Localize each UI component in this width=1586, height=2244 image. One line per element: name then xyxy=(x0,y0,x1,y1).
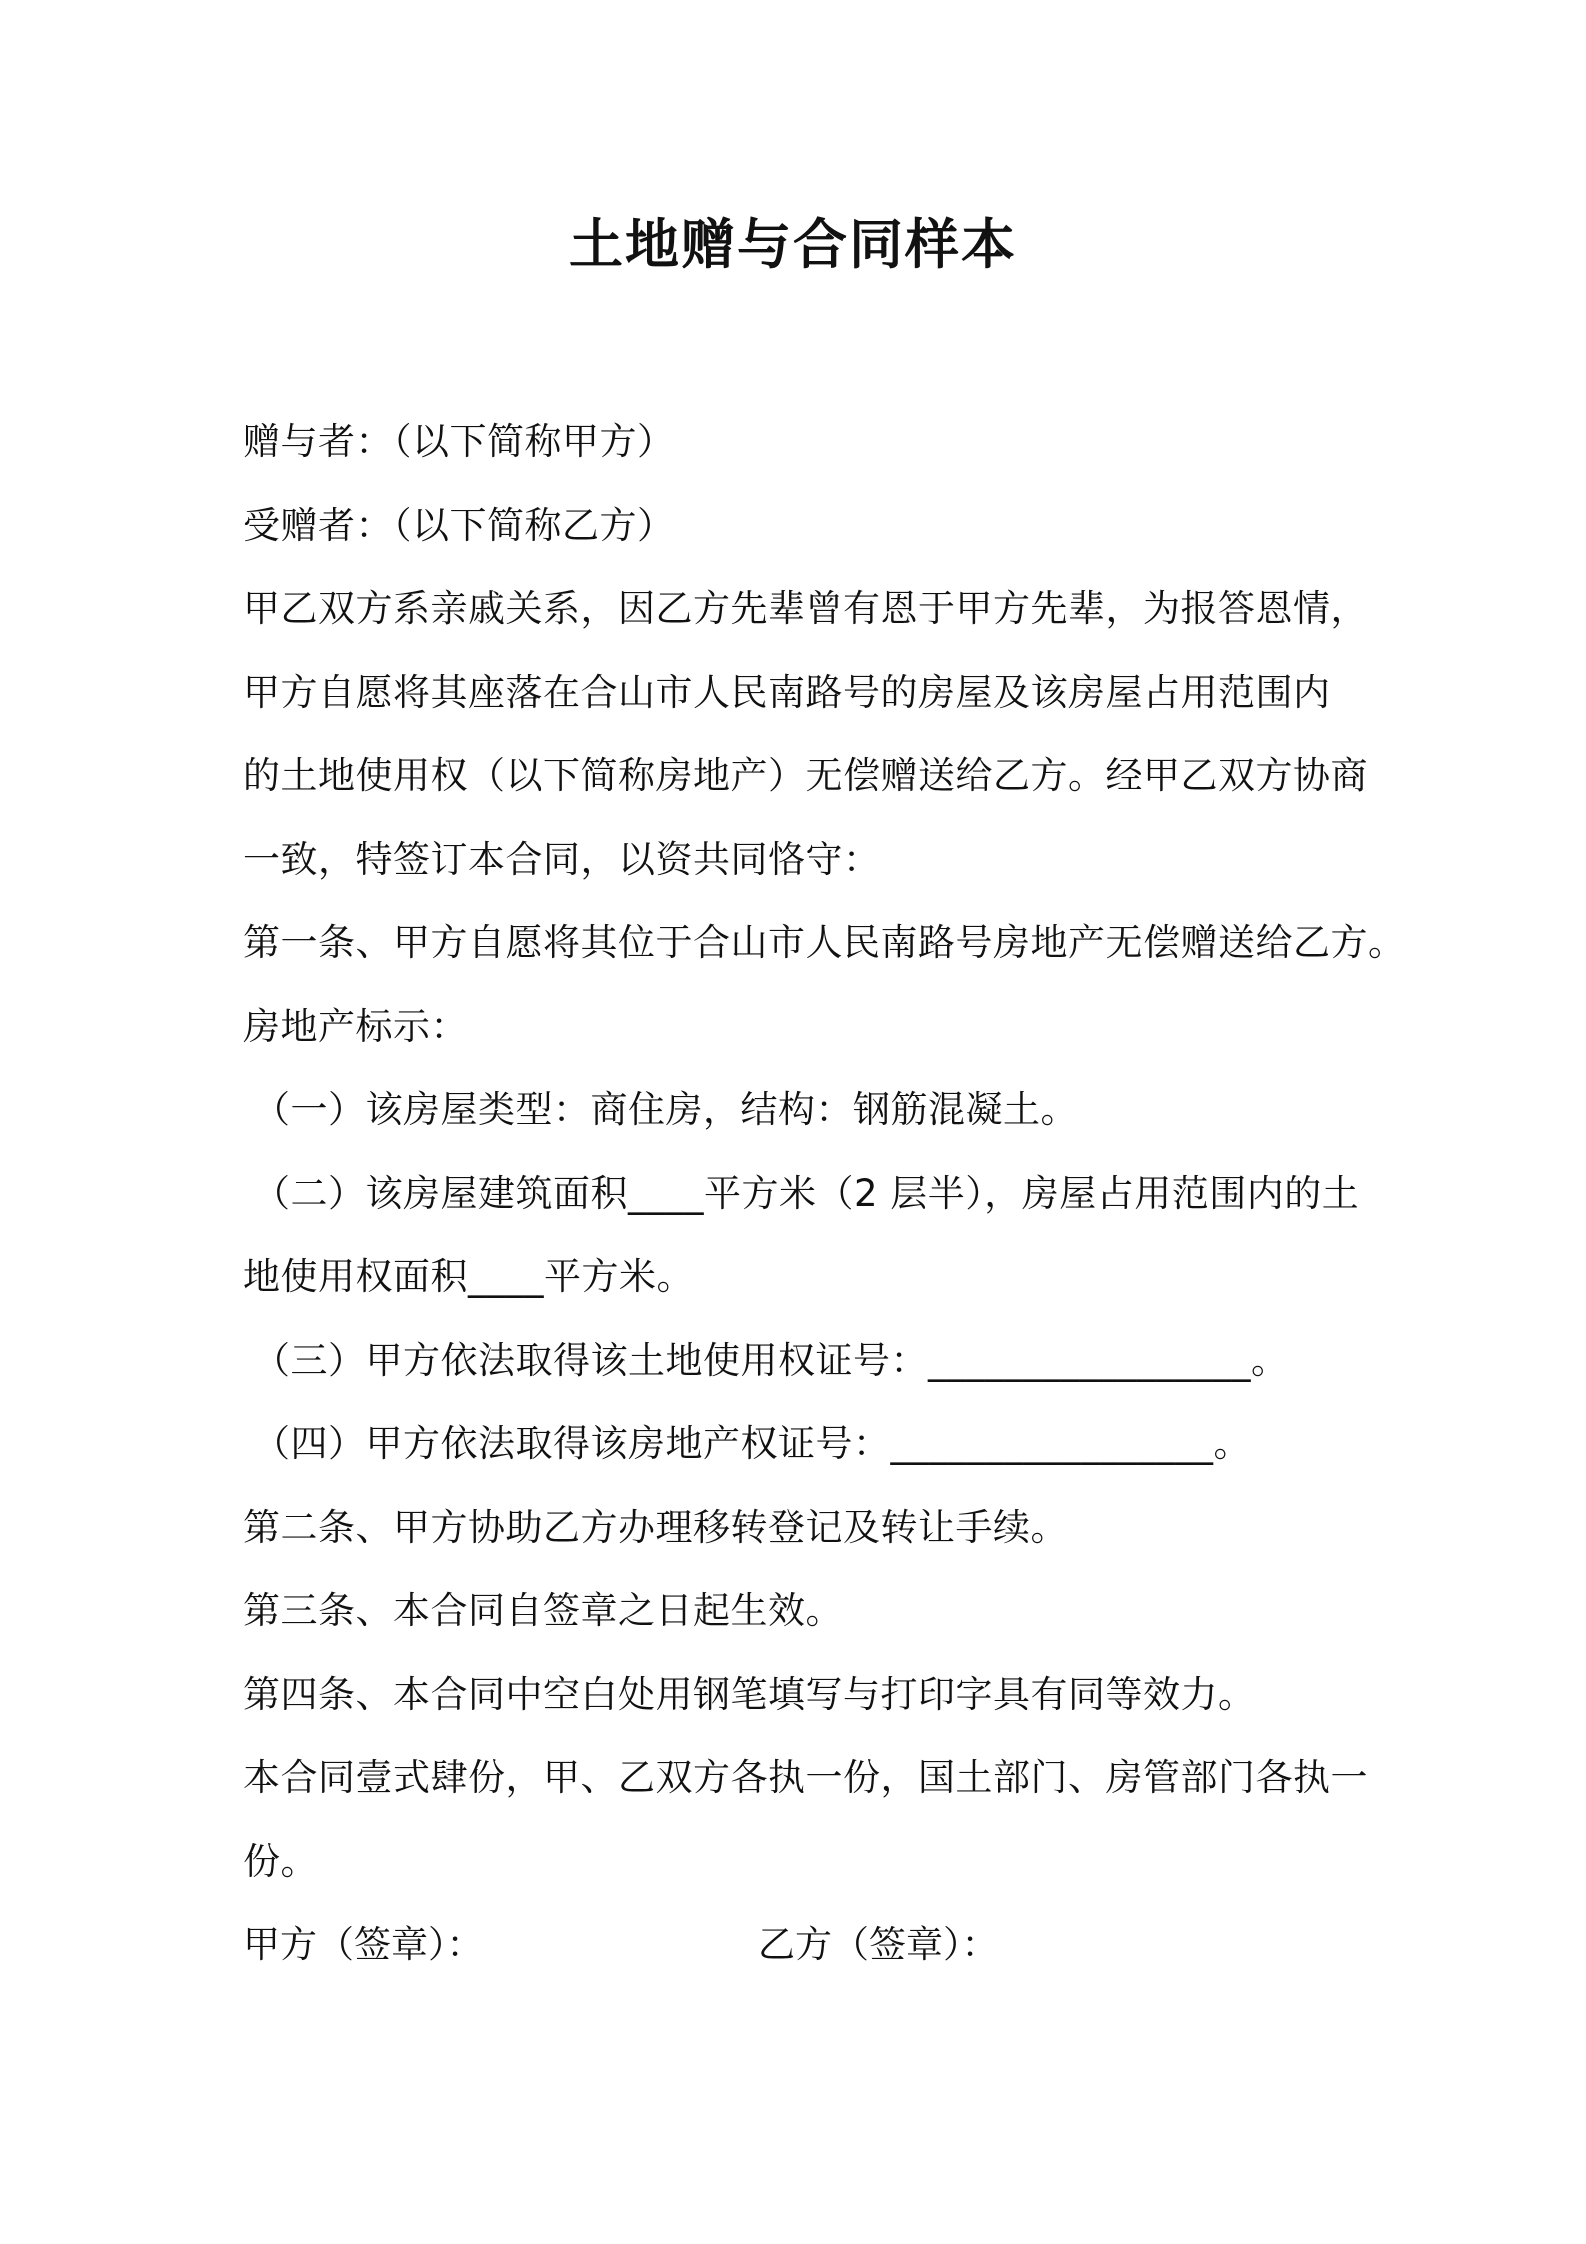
article-3: 第三条、本合同自签章之日起生效。 xyxy=(243,1589,843,1632)
preamble-line-1: 甲乙双方系亲戚关系，因乙方先辈曾有恩于甲方先辈，为报答恩情， xyxy=(243,587,1368,630)
copies-line-1: 本合同壹式肆份，甲、乙双方各执一份，国土部门、房管部门各执一 xyxy=(243,1756,1368,1799)
article-2: 第二条、甲方协助乙方办理移转登记及转让手续。 xyxy=(243,1505,1068,1549)
article-1: 第一条、甲方自愿将其位于合山市人民南路号房地产无偿赠送给乙方。 xyxy=(243,921,1406,964)
document-title: 土地赠与合同样本 xyxy=(569,213,1017,276)
article-4: 第四条、本合同中空白处用钢笔填写与打印字具有同等效力。 xyxy=(243,1672,1256,1716)
donee-line: 受赠者：（以下简称乙方） xyxy=(243,503,675,547)
property-item-3: （三）甲方依法取得该土地使用权证号：_________________。 xyxy=(253,1338,1289,1382)
property-item-1: （一）该房屋类型：商住房，结构：钢筋混凝土。 xyxy=(253,1088,1078,1131)
preamble-line-2: 甲方自愿将其座落在合山市人民南路号的房屋及该房屋占用范围内 xyxy=(243,670,1331,714)
party-b-signature: 乙方（签章）： xyxy=(758,1923,999,1966)
donor-line: 赠与者：（以下简称甲方） xyxy=(243,420,675,463)
property-item-2: （二）该房屋建筑面积____平方米（2 层半），房屋占用范围内的土 xyxy=(253,1171,1360,1215)
property-label: 房地产标示： xyxy=(243,1004,468,1048)
property-item-2-cont: 地使用权面积____平方米。 xyxy=(243,1255,694,1298)
preamble-line-4: 一致，特签订本合同，以资共同恪守： xyxy=(243,837,881,881)
preamble-line-3: 的土地使用权（以下简称房地产）无偿赠送给乙方。经甲乙双方协商 xyxy=(243,754,1368,797)
signature-row xyxy=(243,1903,1363,1987)
property-item-4: （四）甲方依法取得该房地产权证号：_________________。 xyxy=(253,1422,1251,1465)
party-a-signature: 甲方（签章）： xyxy=(243,1923,484,1966)
document-body xyxy=(243,400,1406,1987)
copies-line-2: 份。 xyxy=(243,1839,318,1883)
